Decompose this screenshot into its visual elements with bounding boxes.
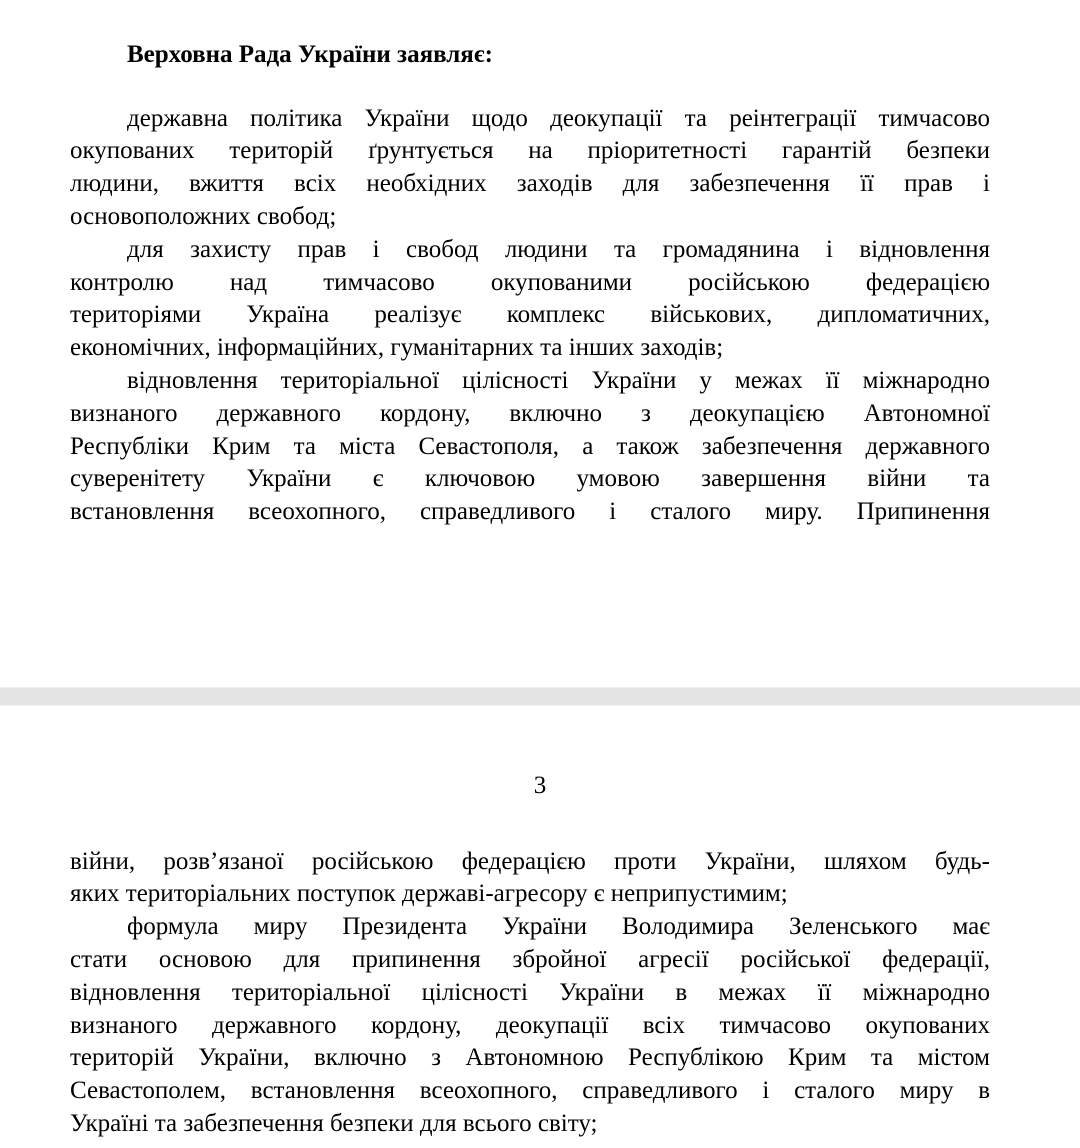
- page-number: 3: [533, 772, 547, 799]
- page-body: [70, 846, 990, 1141]
- document-page-3: [0, 706, 1080, 1148]
- text-line: встановлення всеохопного, справедливого і сталого миру. Припинення: [70, 498, 990, 526]
- text-line: формула миру Президента України Володимира Зеленського має: [127, 913, 990, 941]
- text-line: війни, розв’язаної російською федерацією проти України, шляхом будь-: [70, 847, 990, 875]
- text-line: основоположних свобод;: [70, 202, 337, 230]
- text-line: для захисту прав і свобод людини та громадянина і відновлення: [127, 235, 990, 263]
- text-line: контролю над тимчасово окупованими російською федерацією: [70, 268, 990, 296]
- text-line: визнаного державного кордону, включно з деокупацією Автономної: [70, 399, 990, 427]
- page-separator: [0, 687, 1080, 706]
- text-line: стати основою для припинення збройної агресії російської федерації,: [70, 945, 990, 973]
- text-line: яких територіальних поступок державі-агресору є неприпустимим;: [70, 880, 788, 908]
- text-line: Севастополем, встановлення всеохопного, справедливого і сталого миру в: [70, 1077, 990, 1105]
- text-line: Україні та забезпечення безпеки для всього світу;: [70, 1109, 598, 1137]
- text-line: визнаного державного кордону, деокупації всіх тимчасово окупованих: [70, 1011, 990, 1039]
- text-line: окупованих територій ґрунтується на пріоритетності гарантій безпеки: [70, 137, 990, 165]
- text-line: економічних, інформаційних, гуманітарних та інших заходів;: [70, 334, 724, 362]
- text-line: Республіки Крим та міста Севастополя, а також забезпечення державного: [70, 432, 990, 460]
- text-line: людини, вжиття всіх необхідних заходів для забезпечення її прав і: [70, 170, 990, 198]
- text-line: суверенітету України є ключовою умовою завершення війни та: [70, 465, 990, 493]
- text-line: державна політика України щодо деокупації та реінтеграції тимчасово: [127, 104, 990, 132]
- statement-heading: Верховна Рада України заявляє:: [127, 41, 493, 68]
- text-line: територіями Україна реалізує комплекс військових, дипломатичних,: [70, 301, 990, 329]
- text-line: територій України, включно з Автономною Республікою Крим та містом: [70, 1044, 990, 1072]
- text-line: відновлення територіальної цілісності України в межах її міжнародно: [70, 978, 990, 1006]
- page-body: [70, 103, 990, 529]
- text-line: відновлення територіальної цілісності України у межах її міжнародно: [127, 366, 990, 394]
